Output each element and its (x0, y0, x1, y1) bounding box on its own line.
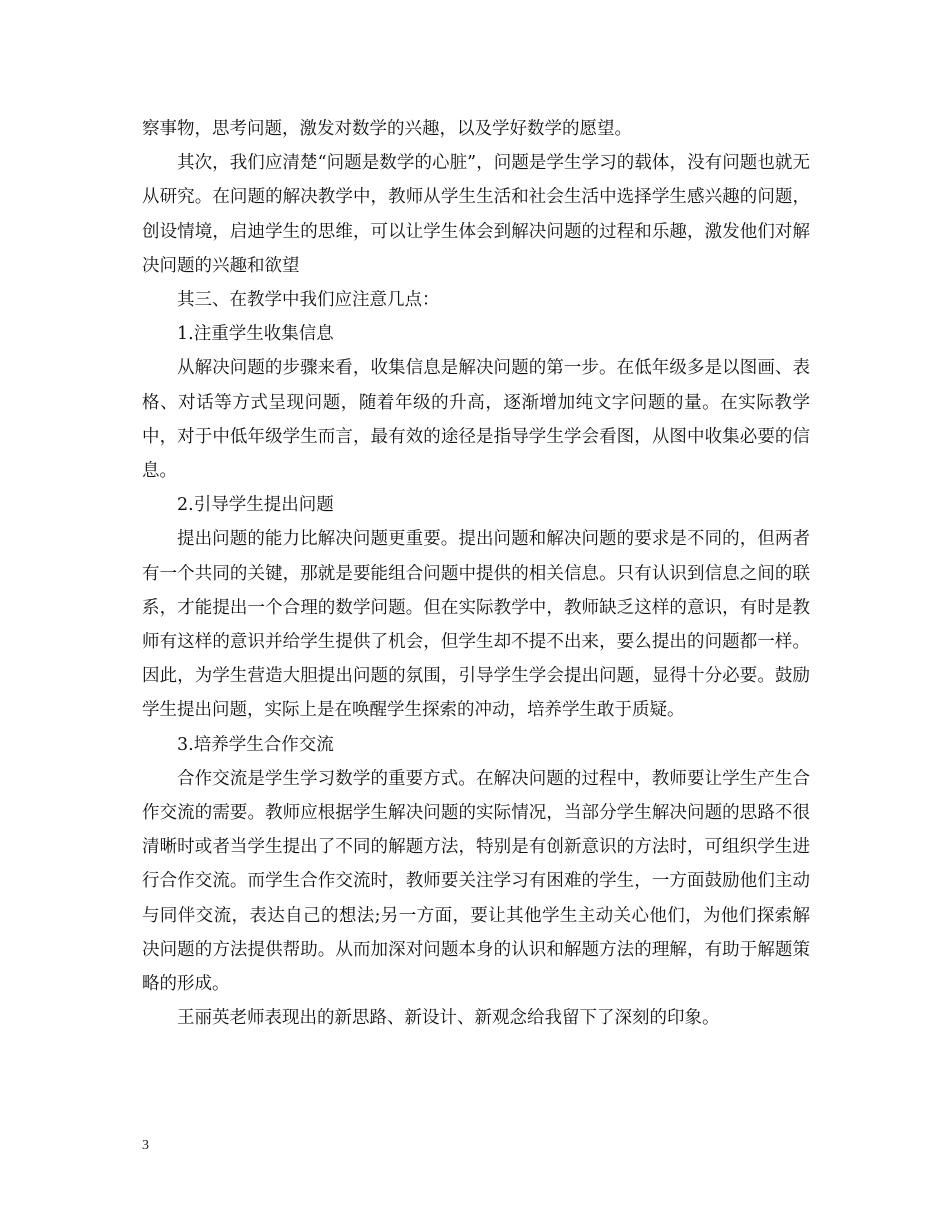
paragraph-collect-info: 从解决问题的步骤来看，收集信息是解决问题的第一步。在低年级多是以图画、表格、对话等方式呈现问题，随着年级的升高，逐渐增加纯文字问题的量。在实际教学中，对于中低年级学生而言，最有效的途径是指导学生学会看图，从图中收集必要的信息。 (142, 358, 810, 482)
paragraph-conclusion: 王丽英老师表现出的新思路、新设计、新观念给我留下了深刻的印象。 (177, 1008, 720, 1029)
section-heading-collect-info: 1.注重学生收集信息 (177, 324, 334, 345)
document-body (142, 112, 810, 1035)
section-heading-raise-questions: 2.引导学生提出问题 (177, 495, 334, 516)
paragraph-third-points: 其三、在教学中我们应注意几点： (177, 290, 440, 311)
section-heading-cooperation: 3.培养学生合作交流 (177, 734, 334, 755)
paragraph-raise-questions: 提出问题的能力比解决问题更重要。提出问题和解决问题的要求是不同的，但两者有一个共同的关键，那就是要能组合问题中提供的相关信息。只有认识到信息之间的联系，才能提出一个合理的数学问题。但在实际教学中，教师缺乏这样的意识，有时是教师有这样的意识并给学生提供了机会，但学生却不提不出来，要么提出的问题都一样。因此，为学生营造大胆提出问题的氛围，引导学生学会提出问题，显得十分必要。鼓励学生提出问题，实际上是在唤醒学生探索的冲动，培养学生敢于质疑。 (142, 529, 810, 721)
paragraph-continuation: 察事物，思考问题，激发对数学的兴趣，以及学好数学的愿望。 (142, 119, 632, 139)
paragraph-problem-heart: 其次，我们应清楚“问题是数学的心脏”，问题是学生学习的载体，没有问题也就无从研究。在问题的解决教学中，教师从学生生活和社会生活中选择学生感兴趣的问题，创设情境，启迪学生的思维，可以让学生体会到解决问题的过程和乐趣，激发他们对解决问题的兴趣和欲望 (142, 153, 810, 276)
paragraph-cooperation: 合作交流是学生学习数学的重要方式。在解决问题的过程中，教师要让学生产生合作交流的需要。教师应根据学生解决问题的实际情况，当部分学生解决问题的思路不很清晰时或者当学生提出了不同的解题方法，特别是有创新意识的方法时，可组织学生进行合作交流。而学生合作交流时，教师要关注学习有困难的学生，一方面鼓励他们主动与同伴交流，表达自己的想法;另一方面，要让其他学生主动关心他们，为他们探索解决问题的方法提供帮助。从而加深对问题本身的认识和解题方法的理解，有助于解题策略的形成。 (142, 768, 810, 995)
page-number: 3 (142, 1138, 149, 1153)
